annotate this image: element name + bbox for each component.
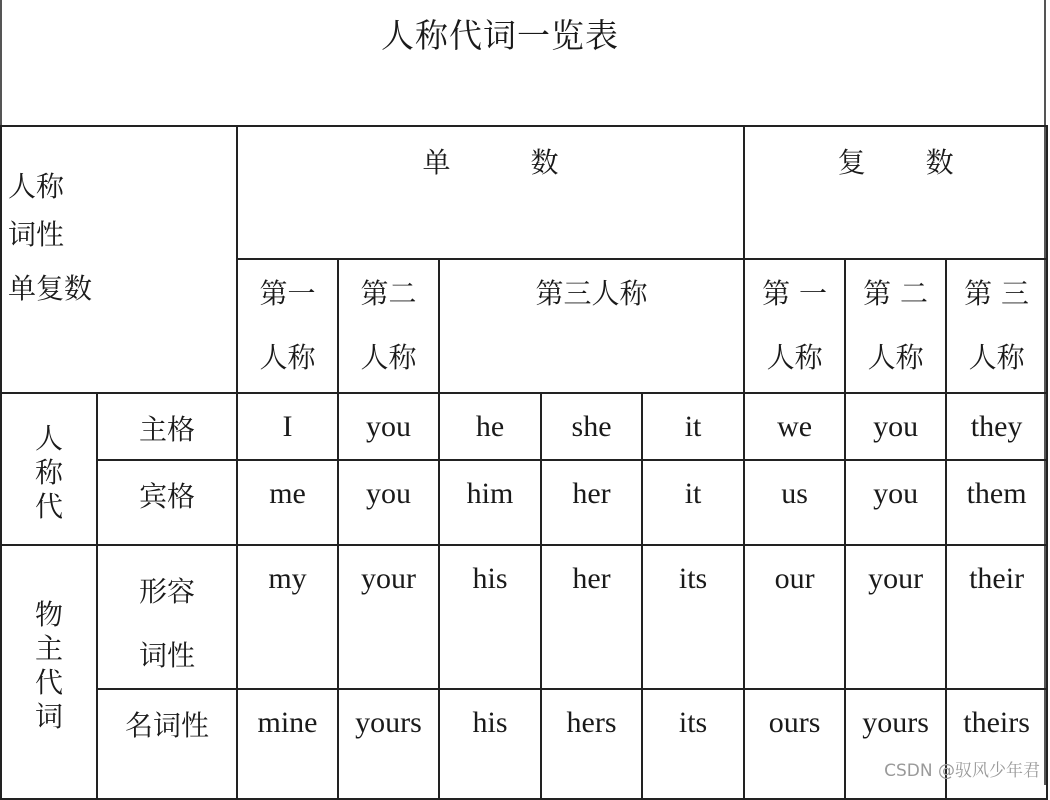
table-cell: I (237, 393, 338, 460)
table-row-adjectival (1, 545, 1047, 689)
page-title: 人称代词一览表 (381, 16, 619, 55)
singular-header (237, 126, 744, 259)
table-cell: we (744, 393, 845, 460)
label-line: 人称 (259, 341, 316, 374)
table-cell: your (845, 545, 946, 689)
corner-number: 单复数 (8, 272, 93, 305)
table-cell: our (744, 545, 845, 689)
table-cell: you (845, 460, 946, 545)
corner-person: 人称 (8, 170, 65, 203)
table-cell: your (338, 545, 439, 689)
header-row-number (1, 126, 1047, 259)
table-row-subject (1, 393, 1047, 460)
group-char: 称 (34, 456, 63, 489)
singular-first-person (237, 259, 338, 393)
table-cell: yours (338, 689, 439, 799)
plural-second-person (845, 259, 946, 393)
table-cell: theirs (946, 689, 1047, 799)
label-line: 人称 (867, 341, 924, 374)
table-cell: her (541, 460, 642, 545)
table-cell: you (845, 393, 946, 460)
row-label-adjectival (97, 545, 237, 689)
label-line: 第 一 (762, 277, 828, 310)
table-cell: its (642, 545, 744, 689)
group-char: 代 (34, 666, 63, 699)
group-personal-pronoun (1, 393, 97, 545)
row-label-object: 宾格 (97, 460, 237, 545)
table-cell: it (642, 460, 744, 545)
label-line: 第 二 (863, 277, 929, 310)
watermark: CSDN @驭风少年君 (884, 761, 1040, 781)
plural-char-2: 数 (925, 146, 954, 179)
table-cell: mine (237, 689, 338, 799)
plural-first-person (744, 259, 845, 393)
group-possessive-pronoun (1, 545, 97, 799)
label-line: 形容 (139, 575, 196, 608)
table-cell: you (338, 393, 439, 460)
plural-char-1: 复 (837, 146, 866, 179)
group-char: 主 (34, 632, 63, 665)
plural-header (744, 126, 1047, 259)
table-cell: their (946, 545, 1047, 689)
table-cell: him (439, 460, 541, 545)
row-label-subject: 主格 (97, 393, 237, 460)
label-line: 第一 (259, 277, 316, 310)
label-line: 人称 (766, 341, 823, 374)
table-cell: me (237, 460, 338, 545)
singular-third-person (439, 259, 744, 393)
table-cell: they (946, 393, 1047, 460)
label-line: 第三人称 (535, 277, 648, 310)
label-line: 人称 (360, 341, 417, 374)
table-cell: she (541, 393, 642, 460)
table-cell: his (439, 689, 541, 799)
table-cell: his (439, 545, 541, 689)
table-cell: ours (744, 689, 845, 799)
label-line: 第 三 (964, 277, 1030, 310)
table-cell: us (744, 460, 845, 545)
label-line: 词性 (139, 639, 196, 672)
group-char: 物 (34, 598, 63, 631)
label-line: 人称 (968, 341, 1025, 374)
group-char: 代 (34, 490, 63, 523)
table-cell: it (642, 393, 744, 460)
group-char: 词 (34, 700, 63, 733)
table-row-object (1, 460, 1047, 545)
label-line: 第二 (360, 277, 417, 310)
table-cell: my (237, 545, 338, 689)
corner-cell (1, 126, 237, 393)
table-cell: her (541, 545, 642, 689)
table-cell: he (439, 393, 541, 460)
table-cell: its (642, 689, 744, 799)
singular-char-1: 单 (422, 146, 451, 179)
table-cell: them (946, 460, 1047, 545)
singular-char-2: 数 (530, 146, 559, 179)
table-cell: hers (541, 689, 642, 799)
plural-third-person (946, 259, 1047, 393)
pronoun-table (0, 125, 1048, 800)
row-label-nominal: 名词性 (97, 689, 237, 799)
singular-second-person (338, 259, 439, 393)
table-row-nominal (1, 689, 1047, 799)
corner-pos: 词性 (8, 218, 65, 251)
table-cell: you (338, 460, 439, 545)
table-cell: yours (845, 689, 946, 799)
group-char: 人 (34, 422, 63, 455)
